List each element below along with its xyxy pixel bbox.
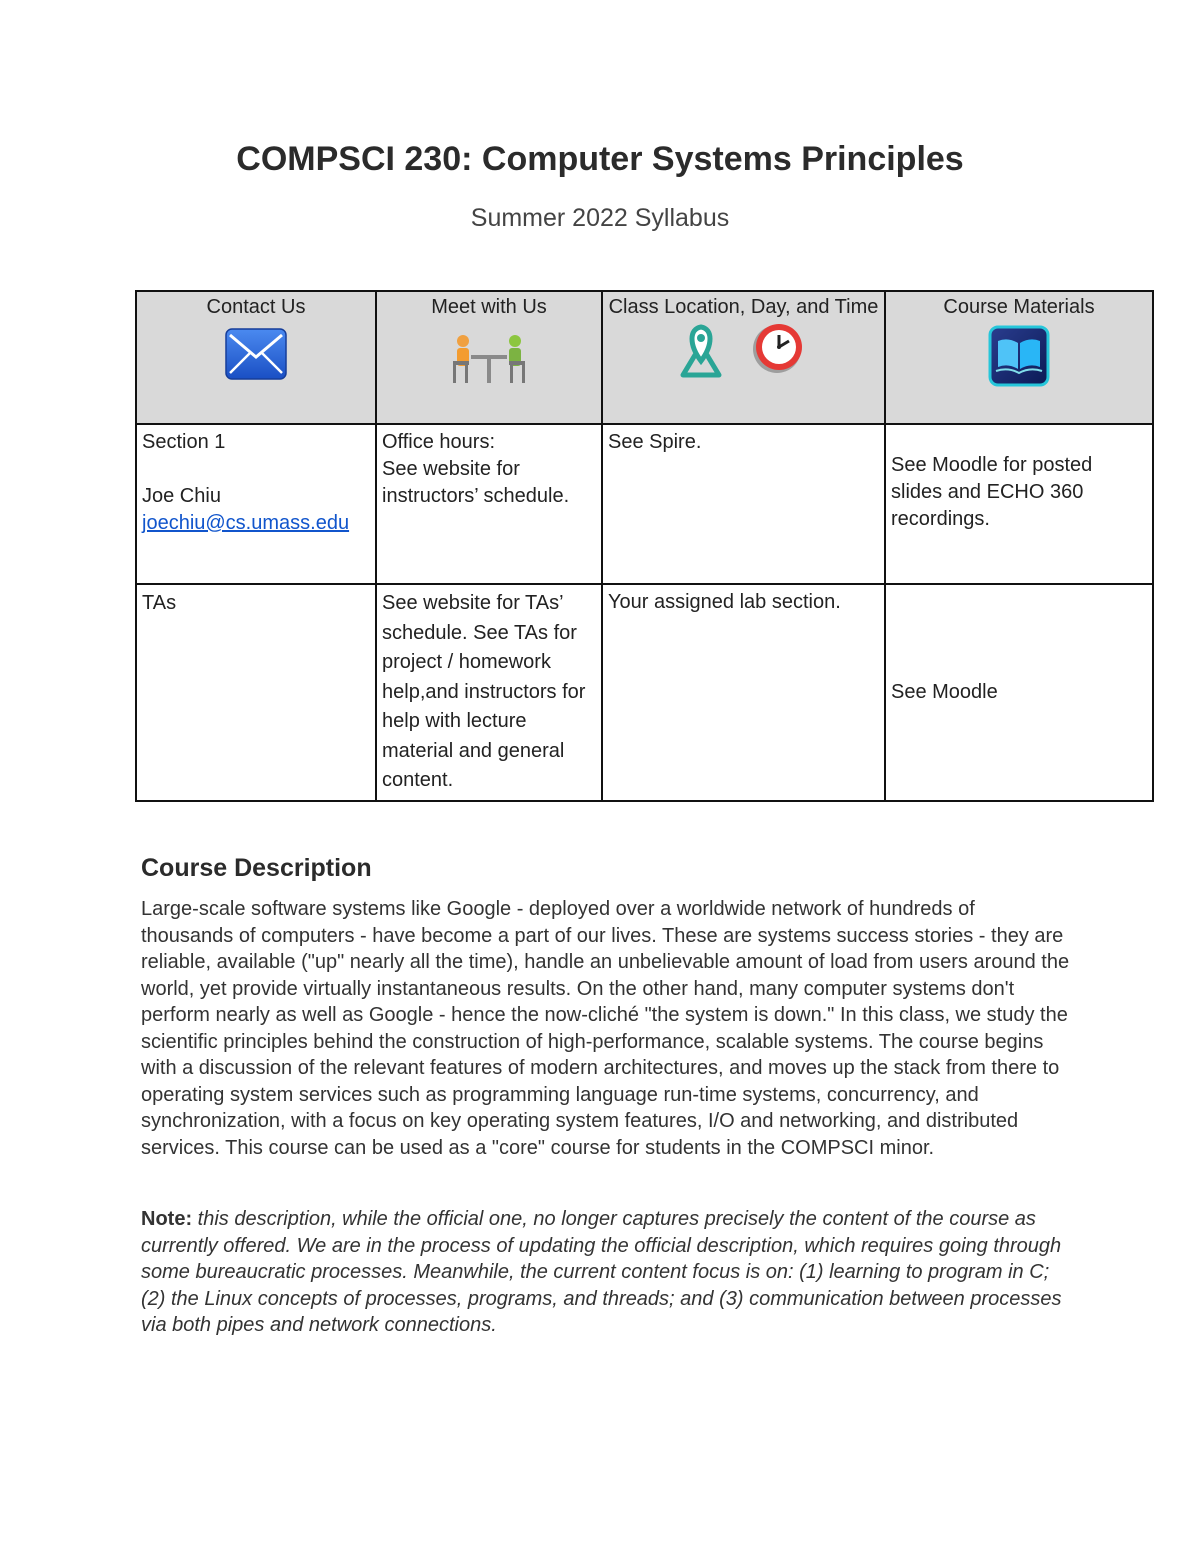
info-table: [135, 290, 1154, 802]
page-title: COMPSCI 230: Computer Systems Principles: [236, 140, 964, 178]
note-text: this description, while the official one, no longer captures precisely the content of the course as currently offered. We are in the process of updating the official description, which requires going through some bureaucratic processes. Meanwhile, the current content focus is on: (1) learning to program in C; (2) the Linux concepts of processes, programs, and threads; and (3) communication between processes via both pipes and network connections.: [141, 1208, 1062, 1336]
header-meet: [376, 291, 602, 424]
cell-meet-tas: [376, 584, 602, 801]
cell-meet-section1: [376, 424, 602, 584]
page-subtitle: Summer 2022 Syllabus: [470, 204, 730, 232]
instructor-email-link[interactable]: joechiu@cs.umass.edu: [142, 512, 350, 534]
cell-materials-tas: [885, 584, 1153, 801]
meeting-icon: [449, 331, 529, 389]
cell-materials-section1: [885, 424, 1153, 584]
envelope-icon: [224, 325, 288, 383]
note-label: Note:: [141, 1208, 193, 1230]
header-contact-label: Contact Us: [206, 296, 306, 318]
cell-location-section1: [602, 424, 885, 584]
book-icon: [988, 325, 1050, 387]
tas-materials-text: See Moodle: [891, 680, 998, 703]
tas-meet-text: See website for TAs’ schedule. See TAs for project / homework help,and instructors for help with lecture material and general content.: [382, 592, 586, 791]
cell-location-tas: [602, 584, 885, 801]
course-description-note: [141, 1206, 1071, 1339]
header-materials: [885, 291, 1153, 424]
header-location-label: Class Location, Day, and Time: [608, 296, 879, 318]
tas-label: TAs: [142, 592, 177, 614]
table-row: [136, 584, 1153, 801]
course-description-body: Large-scale software systems like Google - deployed over a worldwide network of hundreds of thousands of computers - have become a part of our lives. These are systems success stories - they are reliable, available ("up" nearly all the time), handle an unbelievable amount of load from users around the world, yet provide virtually instantaneous results. On the other hand, many computer systems don't perform nearly as well as Google - hence the now-cliché "the system is down." In this class, we study the scientific principles behind the construction of high-performance, scalable systems. The course begins with a discussion of the relevant features of modern architectures, and moves up the stack from there to operating system services such as programming language run-time systems, concurrency, and synchronization, with a focus on key operating system features, I/O and networking, and distributed services. This course can be used as a "core" course for students in the COMPSCI minor.: [141, 898, 1070, 1159]
cell-contact-section1: [136, 424, 376, 584]
header-location: [602, 291, 885, 424]
header-contact: [136, 291, 376, 424]
location-clock-icon: [679, 321, 809, 381]
table-header-row: [136, 291, 1153, 424]
section-label: Section 1: [142, 431, 226, 453]
course-description-heading: Course Description: [141, 854, 372, 882]
cell-contact-tas: [136, 584, 376, 801]
header-meet-label: Meet with Us: [431, 296, 547, 318]
materials-text: See Moodle for posted slides and ECHO 360 recordings.: [891, 454, 1093, 530]
office-hours-label: Office hours:: [382, 431, 496, 453]
tas-location-text: Your assigned lab section.: [608, 591, 841, 613]
table-row: [136, 424, 1153, 584]
header-materials-label: Course Materials: [943, 296, 1095, 318]
location-text: See Spire.: [608, 431, 702, 453]
instructor-name: Joe Chiu: [142, 485, 221, 507]
office-hours-text: See website for instructors’ schedule.: [382, 458, 570, 507]
